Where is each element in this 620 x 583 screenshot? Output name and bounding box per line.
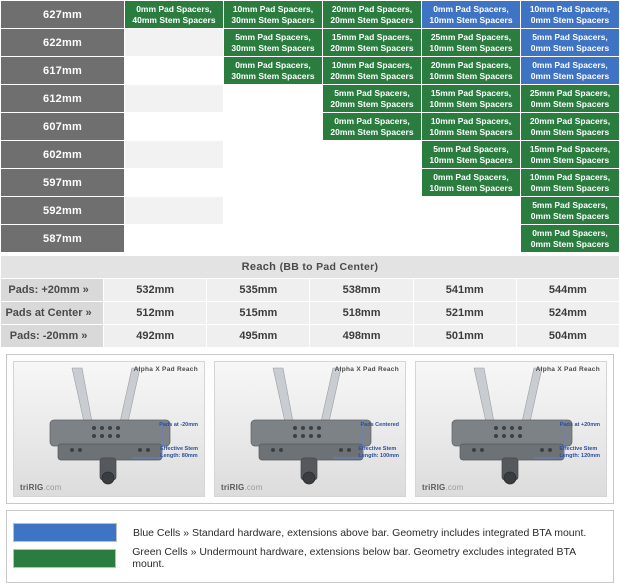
photo-panel: [6, 354, 614, 504]
pad-spacer-text: 15mm Pad Spacers,: [331, 32, 413, 42]
reach-row: [1, 325, 620, 348]
stem-spacer-text: 20mm Stem Spacers: [330, 70, 414, 81]
matrix-row: [1, 57, 620, 85]
stem-spacer-text: 20mm Stem Spacers: [330, 98, 414, 109]
photo-stem-label: Effective Stem Length: 80mm: [160, 446, 198, 459]
stem-spacer-text: 0mm Stem Spacers: [530, 182, 610, 193]
reach-value: 532mm: [104, 279, 207, 302]
reach-value: 518mm: [310, 302, 413, 325]
photo-brand: triRIG.com: [422, 483, 464, 492]
pad-spacer-text: 20mm Pad Spacers,: [331, 4, 413, 14]
matrix-cell: [323, 225, 422, 253]
matrix-row: [1, 85, 620, 113]
matrix-cell: [125, 57, 224, 85]
pad-spacer-text: 25mm Pad Spacers,: [430, 32, 512, 42]
matrix-cell: [125, 169, 224, 197]
photo-stem-label: Effective Stem Length: 100mm: [358, 446, 399, 459]
stem-spacer-text: 20mm Stem Spacers: [330, 14, 414, 25]
stack-row-header: 602mm: [1, 141, 125, 169]
matrix-cell: [323, 113, 422, 141]
pad-spacer-text: 10mm Pad Spacers,: [529, 172, 611, 182]
stem-spacer-text: 0mm Stem Spacers: [530, 126, 610, 137]
stem-spacer-text: 30mm Stem Spacers: [231, 14, 315, 25]
stem-spacer-text: 10mm Stem Spacers: [429, 70, 513, 81]
matrix-cell: [521, 169, 620, 197]
stem-spacer-text: 0mm Stem Spacers: [530, 42, 610, 53]
matrix-cell: [323, 57, 422, 85]
reach-value: 538mm: [310, 279, 413, 302]
matrix-cell: [422, 225, 521, 253]
matrix-cell: [422, 57, 521, 85]
aerobar-illustration-icon: [14, 362, 206, 498]
matrix-cell: [422, 29, 521, 57]
matrix-cell: [323, 169, 422, 197]
stack-row-header: 592mm: [1, 197, 125, 225]
stem-spacer-text: 0mm Stem Spacers: [530, 98, 610, 109]
matrix-row: [1, 197, 620, 225]
pad-spacer-text: 0mm Pad Spacers,: [433, 4, 509, 14]
stem-spacer-text: 40mm Stem Spacers: [132, 14, 216, 25]
pad-spacer-text: 0mm Pad Spacers,: [235, 60, 311, 70]
stack-row-header: 617mm: [1, 57, 125, 85]
matrix-row: [1, 225, 620, 253]
matrix-cell: [422, 169, 521, 197]
stem-spacer-text: 0mm Stem Spacers: [530, 14, 610, 25]
pad-spacer-text: 0mm Pad Spacers,: [433, 172, 509, 182]
stem-spacer-text: 30mm Stem Spacers: [231, 70, 315, 81]
legend-swatch-blue: [13, 523, 117, 542]
matrix-cell: [224, 85, 323, 113]
matrix-cell: [125, 113, 224, 141]
matrix-cell: [125, 225, 224, 253]
matrix-cell: [521, 197, 620, 225]
stack-spacer-matrix: [0, 0, 620, 253]
legend-row-blue: [13, 523, 607, 542]
aerobar-illustration-icon: [416, 362, 608, 498]
matrix-cell: [224, 57, 323, 85]
reach-value: 544mm: [516, 279, 619, 302]
matrix-cell: [323, 141, 422, 169]
pad-spacer-text: 15mm Pad Spacers,: [430, 88, 512, 98]
stem-spacer-text: 0mm Stem Spacers: [530, 70, 610, 81]
stem-spacer-text: 0mm Stem Spacers: [530, 238, 610, 249]
pad-spacer-text: 20mm Pad Spacers,: [430, 60, 512, 70]
photo-stem-label: Effective Stem Length: 120mm: [559, 446, 600, 459]
matrix-row: [1, 29, 620, 57]
stack-row-header: 612mm: [1, 85, 125, 113]
stack-row-header: 607mm: [1, 113, 125, 141]
reach-value: 495mm: [207, 325, 310, 348]
legend-text-blue: Blue Cells » Standard hardware, extensions above bar. Geometry includes integrated BTA mount.: [133, 526, 587, 539]
reach-value: 535mm: [207, 279, 310, 302]
pad-spacer-text: 0mm Pad Spacers,: [532, 60, 608, 70]
reach-value: 515mm: [207, 302, 310, 325]
stem-spacer-text: 10mm Stem Spacers: [429, 126, 513, 137]
stem-spacer-text: 10mm Stem Spacers: [429, 182, 513, 193]
pad-spacer-text: 10mm Pad Spacers,: [232, 4, 314, 14]
legend-swatch-green: [13, 549, 116, 568]
reach-title: Reach: [241, 261, 277, 273]
matrix-cell: [224, 113, 323, 141]
photo-brand: triRIG.com: [20, 483, 62, 492]
pad-spacer-text: 20mm Pad Spacers,: [529, 116, 611, 126]
stem-spacer-text: 0mm Stem Spacers: [530, 154, 610, 165]
reach-row-label: Pads: -20mm »: [1, 325, 104, 348]
matrix-cell: [422, 113, 521, 141]
matrix-cell: [521, 57, 620, 85]
matrix-row: [1, 169, 620, 197]
matrix-cell: [224, 225, 323, 253]
legend: [6, 510, 614, 583]
photo-pads-centered: [214, 361, 406, 497]
matrix-cell: [521, 113, 620, 141]
matrix-cell: [521, 225, 620, 253]
stack-row-header: 627mm: [1, 1, 125, 29]
pad-spacer-text: 5mm Pad Spacers,: [334, 88, 410, 98]
matrix-cell: [422, 197, 521, 225]
reach-value: 504mm: [516, 325, 619, 348]
matrix-row: [1, 113, 620, 141]
reach-value: 541mm: [413, 279, 516, 302]
matrix-cell: [521, 29, 620, 57]
reach-row: [1, 279, 620, 302]
matrix-cell: [521, 85, 620, 113]
reach-value: 498mm: [310, 325, 413, 348]
pad-spacer-text: 0mm Pad Spacers,: [136, 4, 212, 14]
pad-spacer-text: 10mm Pad Spacers,: [529, 4, 611, 14]
photo-title: Alpha X Pad Reach: [334, 366, 399, 373]
matrix-row: [1, 1, 620, 29]
matrix-cell: [521, 1, 620, 29]
pad-spacer-text: 5mm Pad Spacers,: [433, 144, 509, 154]
reach-row: [1, 302, 620, 325]
matrix-cell: [323, 29, 422, 57]
reach-row-label: Pads at Center »: [1, 302, 104, 325]
reach-table: [0, 255, 620, 348]
reach-value: 492mm: [104, 325, 207, 348]
matrix-cell: [323, 1, 422, 29]
stem-spacer-text: 20mm Stem Spacers: [330, 126, 414, 137]
matrix-cell: [125, 141, 224, 169]
matrix-cell: [125, 29, 224, 57]
stem-spacer-text: 20mm Stem Spacers: [330, 42, 414, 53]
matrix-cell: [224, 197, 323, 225]
matrix-cell: [224, 169, 323, 197]
matrix-row: [1, 141, 620, 169]
matrix-cell: [323, 197, 422, 225]
photo-brand: triRIG.com: [221, 483, 263, 492]
photo-pad-label: Pads at -20mm: [159, 422, 198, 428]
pad-spacer-text: 0mm Pad Spacers,: [532, 228, 608, 238]
matrix-cell: [422, 85, 521, 113]
matrix-cell: [125, 1, 224, 29]
matrix-cell: [224, 29, 323, 57]
pad-spacer-text: 5mm Pad Spacers,: [235, 32, 311, 42]
pad-spacer-text: 5mm Pad Spacers,: [532, 200, 608, 210]
pad-spacer-text: 15mm Pad Spacers,: [529, 144, 611, 154]
matrix-cell: [125, 85, 224, 113]
stem-spacer-text: 10mm Stem Spacers: [429, 42, 513, 53]
matrix-cell: [422, 1, 521, 29]
stack-row-header: 622mm: [1, 29, 125, 57]
matrix-cell: [125, 197, 224, 225]
stem-spacer-text: 10mm Stem Spacers: [429, 14, 513, 25]
pad-spacer-text: 10mm Pad Spacers,: [331, 60, 413, 70]
reach-value: 512mm: [104, 302, 207, 325]
photo-pads-minus-20: [13, 361, 205, 497]
pad-spacer-text: 25mm Pad Spacers,: [529, 88, 611, 98]
pad-spacer-text: 0mm Pad Spacers,: [334, 116, 410, 126]
stack-row-header: 587mm: [1, 225, 125, 253]
matrix-cell: [422, 141, 521, 169]
reach-subtitle: (BB to Pad Center): [279, 261, 379, 273]
reach-value: 521mm: [413, 302, 516, 325]
matrix-cell: [323, 85, 422, 113]
photo-pad-label: Pads Centered: [360, 422, 399, 428]
photo-pads-plus-20: [415, 361, 607, 497]
matrix-cell: [521, 141, 620, 169]
aerobar-illustration-icon: [215, 362, 407, 498]
photo-title: Alpha X Pad Reach: [133, 366, 198, 373]
stem-spacer-text: 10mm Stem Spacers: [429, 98, 513, 109]
photo-title: Alpha X Pad Reach: [535, 366, 600, 373]
legend-row-green: [13, 546, 607, 570]
reach-value: 501mm: [413, 325, 516, 348]
stem-spacer-text: 10mm Stem Spacers: [429, 154, 513, 165]
photo-pad-label: Pads at +20mm: [559, 422, 600, 428]
stack-row-header: 597mm: [1, 169, 125, 197]
reach-title-row: [1, 256, 620, 279]
reach-title-cell: [1, 256, 620, 279]
reach-value: 524mm: [516, 302, 619, 325]
stem-spacer-text: 30mm Stem Spacers: [231, 42, 315, 53]
pad-spacer-text: 5mm Pad Spacers,: [532, 32, 608, 42]
matrix-cell: [224, 141, 323, 169]
stem-spacer-text: 0mm Stem Spacers: [530, 210, 610, 221]
pad-spacer-text: 10mm Pad Spacers,: [430, 116, 512, 126]
reach-row-label: Pads: +20mm »: [1, 279, 104, 302]
matrix-cell: [224, 1, 323, 29]
legend-text-green: Green Cells » Undermount hardware, extensions below bar. Geometry excludes integrated BTA mount.: [132, 546, 576, 570]
